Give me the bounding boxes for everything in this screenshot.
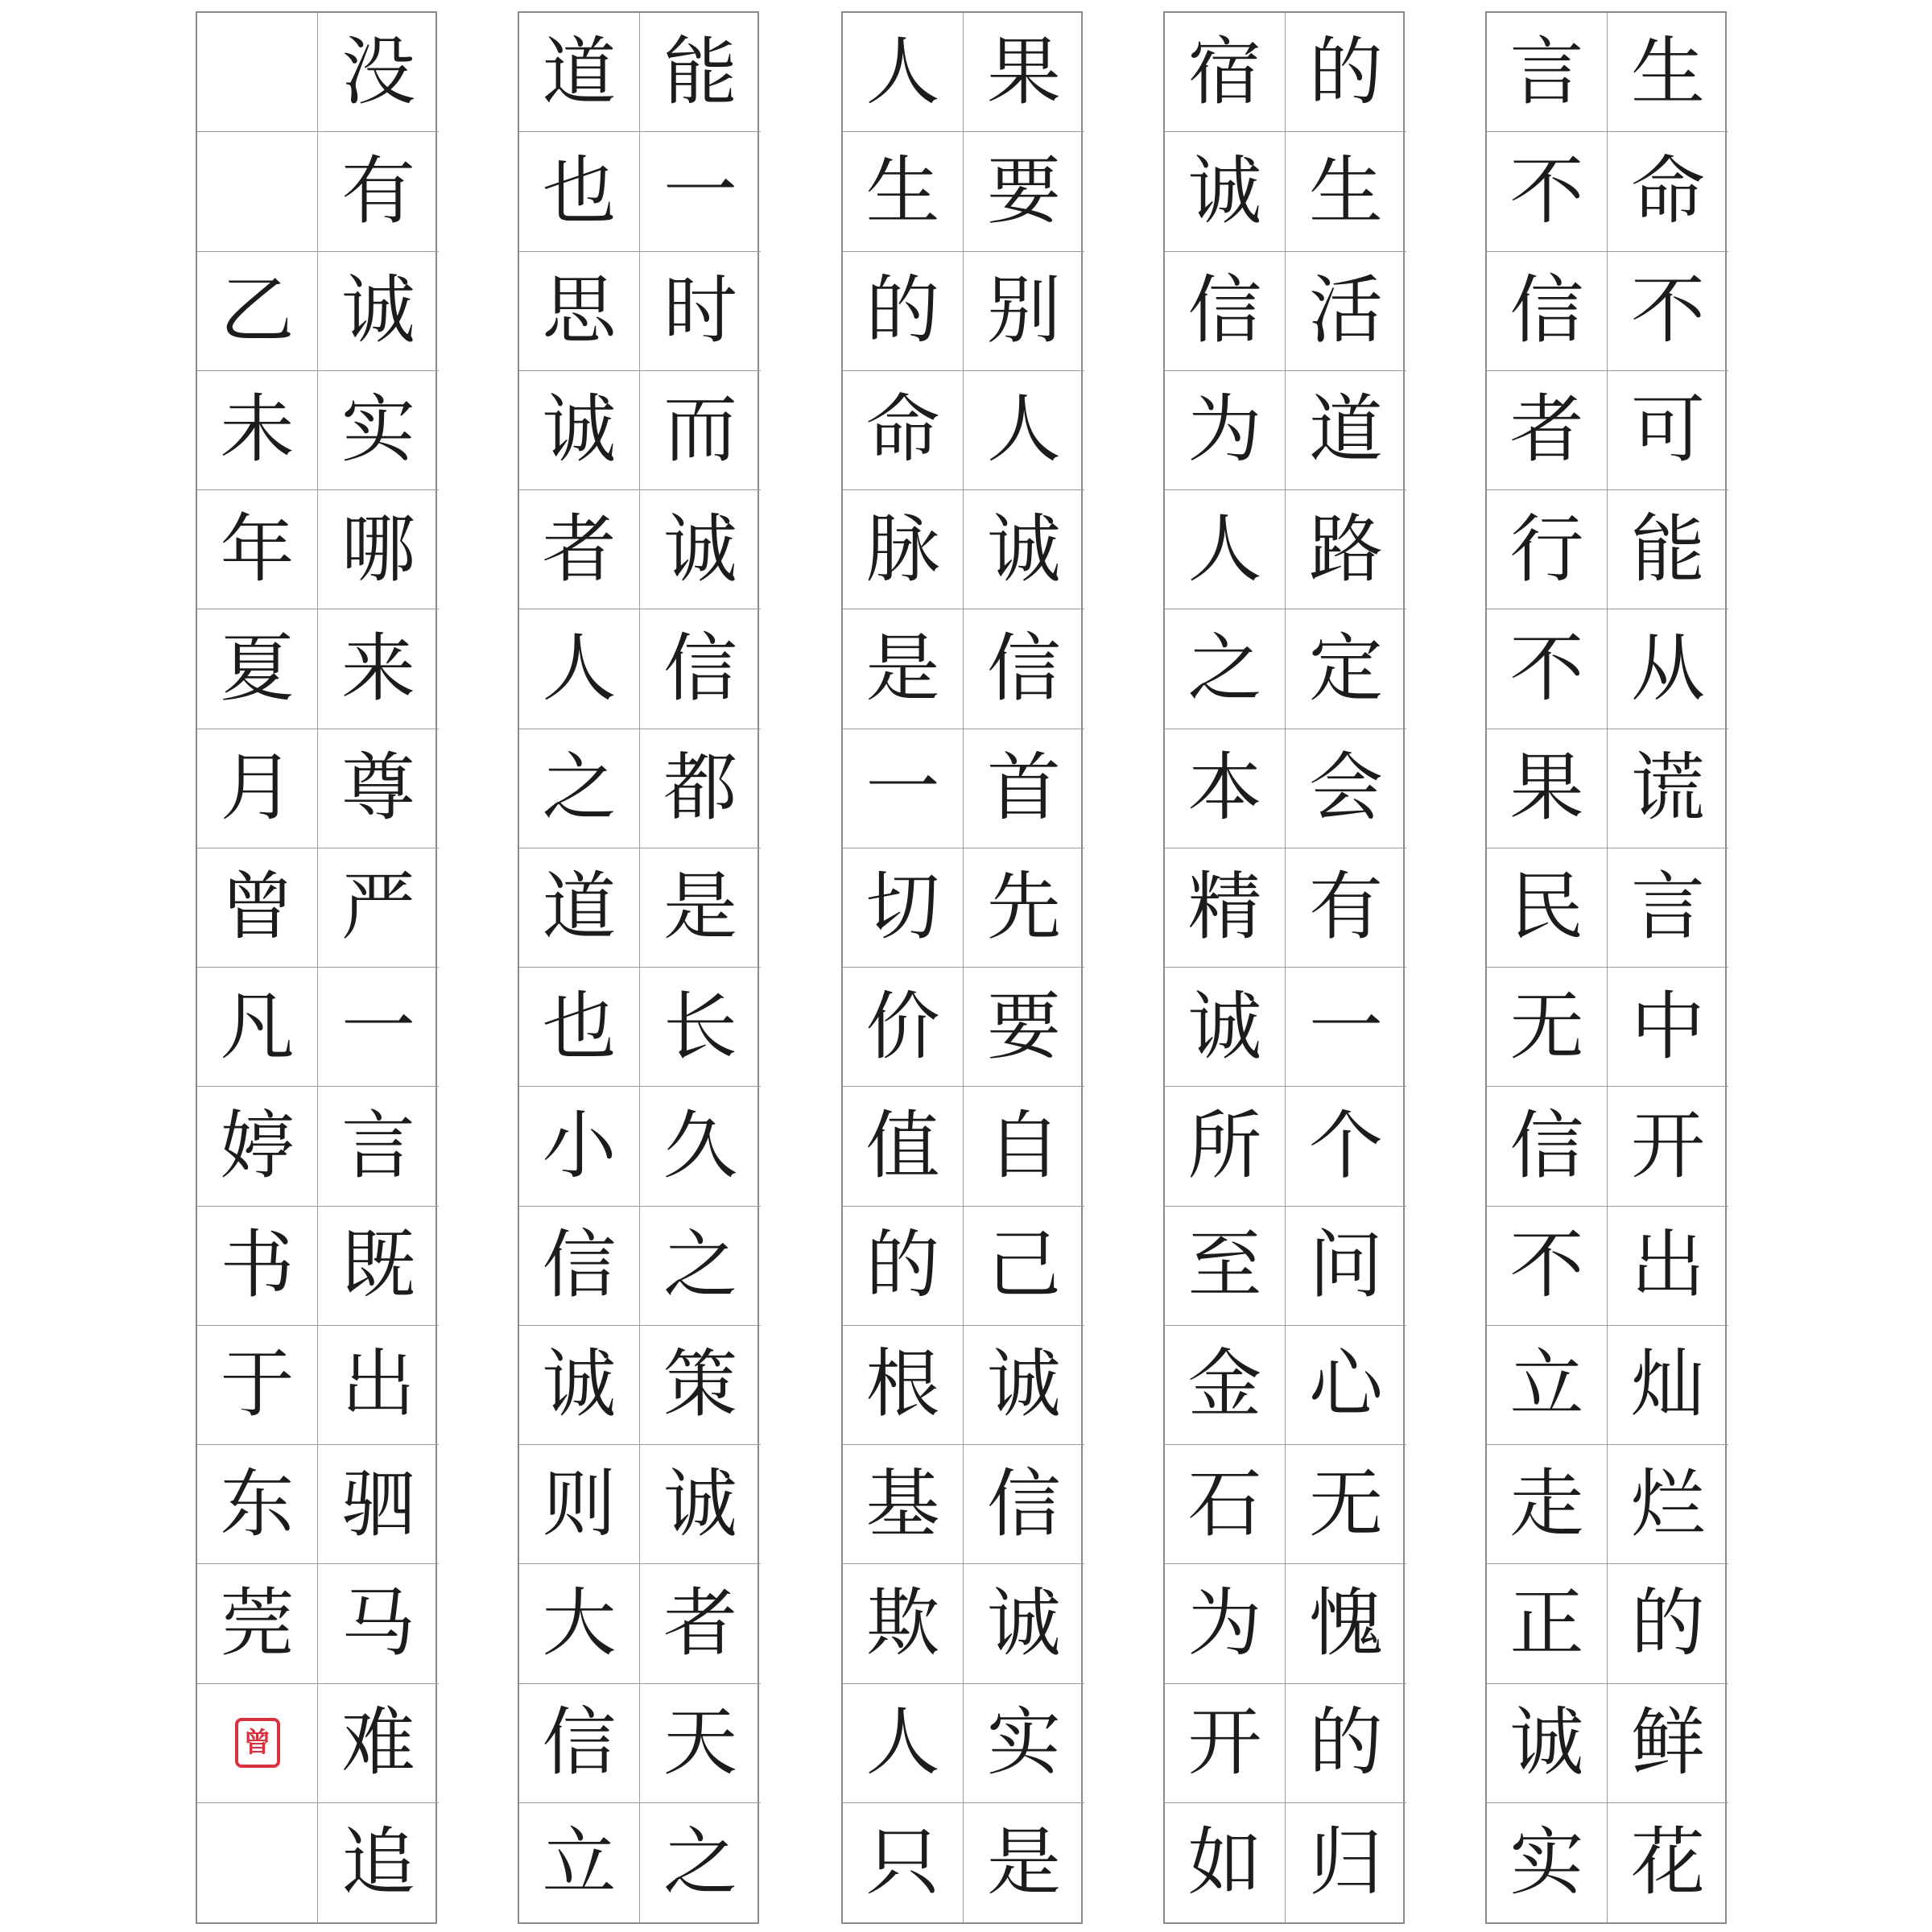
- grid-cell: 不: [1487, 609, 1608, 729]
- grid-cell: 的: [843, 252, 964, 371]
- grid-cell: 信: [519, 1207, 640, 1326]
- grid-cell: 实: [1487, 1803, 1608, 1922]
- grid-cell: 的: [843, 1207, 964, 1326]
- practice-strip: [1163, 11, 1405, 1924]
- grid-cell: 乙: [197, 252, 318, 371]
- grid-cell: 者: [1487, 371, 1608, 490]
- grid-cell: 言: [1487, 13, 1608, 132]
- grid-cell: 有: [318, 132, 439, 251]
- grid-cell: 行: [1487, 490, 1608, 609]
- grid-cell: 别: [964, 252, 1084, 371]
- grid-cell: 价: [843, 968, 964, 1087]
- grid-cell: 马: [318, 1564, 439, 1683]
- grid-cell: 没: [318, 13, 439, 132]
- grid-cell: 是: [986, 1818, 1061, 1905]
- grid-cell: 石: [1165, 1445, 1286, 1564]
- grid-cell: 诚: [519, 371, 640, 490]
- grid-cell: 为: [1165, 371, 1286, 490]
- grid-cell: 思: [519, 252, 640, 371]
- grid-cell: 诚: [964, 1564, 1084, 1683]
- grid-cell: 首: [964, 729, 1084, 848]
- grid-cell: 严: [318, 848, 439, 968]
- grid-cell: 基: [843, 1445, 964, 1564]
- grid-cell: 只: [843, 1803, 964, 1922]
- grid-cell: 一: [318, 968, 439, 1087]
- grid-cell: 定: [1286, 609, 1406, 729]
- grid-cell: 信: [1487, 1087, 1608, 1206]
- grid-cell: 之: [519, 729, 640, 848]
- grid-cell: 尊: [318, 729, 439, 848]
- grid-cell: 至: [1165, 1207, 1286, 1326]
- grid-cell: 花: [1630, 1818, 1705, 1905]
- grid-cell: 月: [197, 729, 318, 848]
- grid-cell: 书: [197, 1207, 318, 1326]
- grid-cell: 根: [843, 1326, 964, 1445]
- grid-cell: 难: [318, 1684, 439, 1803]
- grid-cell: 诚: [964, 490, 1084, 609]
- grid-cell: 谎: [1608, 729, 1728, 848]
- grid-cell: 有: [1286, 848, 1406, 968]
- grid-cell: 诚: [1487, 1684, 1608, 1803]
- grid-cell: 之: [663, 1818, 737, 1905]
- grid-cell: 灿: [1608, 1326, 1728, 1445]
- grid-cell: 人: [519, 609, 640, 729]
- grid-cell: 诚: [519, 1326, 640, 1445]
- grid-cell: 人: [843, 1684, 964, 1803]
- grid-cell: 驷: [318, 1445, 439, 1564]
- grid-cell: 出: [318, 1326, 439, 1445]
- grid-cell: 大: [519, 1564, 640, 1683]
- grid-cell: 是: [640, 848, 761, 968]
- grid-cell: 开: [1608, 1087, 1728, 1206]
- grid-cell: 立: [1487, 1326, 1608, 1445]
- grid-cell: 宿: [1165, 13, 1286, 132]
- grid-cell: 也: [519, 968, 640, 1087]
- grid-cell: 果: [1487, 729, 1608, 848]
- grid-cell: 欺: [843, 1564, 964, 1683]
- grid-cell: 的: [1608, 1564, 1728, 1683]
- grid-cell: 实: [318, 371, 439, 490]
- grid-cell: 道: [1286, 371, 1406, 490]
- grid-cell: 能: [1608, 490, 1728, 609]
- red-seal-stamp: 曾: [235, 1718, 280, 1768]
- grid-cell: 都: [640, 729, 761, 848]
- grid-cell: 策: [640, 1326, 761, 1445]
- grid-cell: 生: [1608, 13, 1728, 132]
- grid-cell: 人: [843, 13, 964, 132]
- practice-strip: [518, 11, 759, 1924]
- grid-cell: 也: [519, 132, 640, 251]
- grid-cell: 要: [964, 132, 1084, 251]
- grid-cell: 则: [519, 1445, 640, 1564]
- practice-strip: [196, 11, 437, 1924]
- grid-cell: 诚: [1165, 132, 1286, 251]
- grid-cell: 诚: [640, 1445, 761, 1564]
- grid-cell: 自: [964, 1087, 1084, 1206]
- grid-cell: 要: [964, 968, 1084, 1087]
- grid-cell: 信: [1165, 252, 1286, 371]
- grid-cell: 夏: [197, 609, 318, 729]
- grid-cell: 命: [843, 371, 964, 490]
- grid-cell: 者: [519, 490, 640, 609]
- grid-cell: 个: [1286, 1087, 1406, 1206]
- grid-cell: 人: [964, 371, 1084, 490]
- grid-cell: 生: [843, 132, 964, 251]
- grid-cell: 未: [197, 371, 318, 490]
- grid-cell: 信: [964, 609, 1084, 729]
- grid-cell: 时: [640, 252, 761, 371]
- grid-cell: 一: [843, 729, 964, 848]
- grid-cell: 曾: [197, 848, 318, 968]
- grid-cell: [197, 13, 318, 132]
- grid-cell: 言: [318, 1087, 439, 1206]
- grid-cell: 归: [1308, 1818, 1383, 1905]
- grid-cell: 无: [1487, 968, 1608, 1087]
- grid-cell: 而: [640, 371, 761, 490]
- practice-strip: [841, 11, 1083, 1924]
- grid-cell: 无: [1286, 1445, 1406, 1564]
- grid-cell: 生: [1286, 132, 1406, 251]
- grid-cell: 长: [640, 968, 761, 1087]
- grid-cell: 既: [318, 1207, 439, 1326]
- grid-cell: 不: [1487, 1207, 1608, 1326]
- grid-cell: 中: [1608, 968, 1728, 1087]
- grid-cell: 言: [1608, 848, 1728, 968]
- grid-cell: 一: [1286, 968, 1406, 1087]
- grid-cell: [197, 1684, 318, 1803]
- grid-cell: 道: [519, 13, 640, 132]
- grid-cell: 道: [519, 848, 640, 968]
- practice-strip: [1485, 11, 1727, 1924]
- grid-cell: 精: [1165, 848, 1286, 968]
- grid-cell: 从: [1608, 609, 1728, 729]
- grid-cell: 信: [1487, 252, 1608, 371]
- grid-cell: 追: [341, 1818, 415, 1905]
- grid-cell: 脉: [843, 490, 964, 609]
- grid-cell: 出: [1608, 1207, 1728, 1326]
- grid-cell: 鲜: [1608, 1684, 1728, 1803]
- grid-cell: 民: [1487, 848, 1608, 968]
- grid-cell: 诚: [1165, 968, 1286, 1087]
- grid-cell: 活: [1286, 252, 1406, 371]
- grid-cell: 东: [197, 1445, 318, 1564]
- grid-cell: 的: [1286, 13, 1406, 132]
- grid-cell: 金: [1165, 1326, 1286, 1445]
- grid-cell: 诚: [964, 1326, 1084, 1445]
- grid-cell: 莞: [197, 1564, 318, 1683]
- grid-cell: 信: [964, 1445, 1084, 1564]
- grid-cell: 信: [519, 1684, 640, 1803]
- grid-cell: 立: [519, 1803, 640, 1922]
- grid-cell: 于: [197, 1326, 318, 1445]
- grid-cell: 为: [1165, 1564, 1286, 1683]
- grid-cell: [197, 1803, 318, 1922]
- grid-cell: 问: [1286, 1207, 1406, 1326]
- grid-cell: [197, 132, 318, 251]
- grid-cell: 愧: [1286, 1564, 1406, 1683]
- grid-cell: 能: [640, 13, 761, 132]
- grid-cell: 年: [197, 490, 318, 609]
- grid-cell: 己: [964, 1207, 1084, 1326]
- grid-cell: 久: [640, 1087, 761, 1206]
- grid-cell: 果: [964, 13, 1084, 132]
- grid-cell: 本: [1165, 729, 1286, 848]
- grid-cell: 之: [640, 1207, 761, 1326]
- grid-cell: 走: [1487, 1445, 1608, 1564]
- grid-cell: 诚: [640, 490, 761, 609]
- grid-cell: 信: [640, 609, 761, 729]
- grid-cell: 小: [519, 1087, 640, 1206]
- grid-cell: 先: [964, 848, 1084, 968]
- grid-cell: 开: [1165, 1684, 1286, 1803]
- grid-cell: 人: [1165, 490, 1286, 609]
- grid-cell: 诚: [318, 252, 439, 371]
- grid-cell: 所: [1165, 1087, 1286, 1206]
- grid-cell: 不: [1487, 132, 1608, 251]
- grid-cell: 如: [1165, 1803, 1286, 1922]
- grid-cell: 天: [640, 1684, 761, 1803]
- grid-cell: 之: [1165, 609, 1286, 729]
- grid-cell: 凡: [197, 968, 318, 1087]
- grid-cell: 命: [1608, 132, 1728, 251]
- grid-cell: 切: [843, 848, 964, 968]
- grid-cell: 来: [318, 609, 439, 729]
- grid-cell: 烂: [1608, 1445, 1728, 1564]
- grid-cell: 哪: [318, 490, 439, 609]
- grid-cell: 可: [1608, 371, 1728, 490]
- grid-cell: 是: [843, 609, 964, 729]
- grid-cell: 者: [640, 1564, 761, 1683]
- grid-cell: 路: [1286, 490, 1406, 609]
- grid-cell: 值: [843, 1087, 964, 1206]
- grid-cell: 一: [640, 132, 761, 251]
- grid-cell: 心: [1286, 1326, 1406, 1445]
- grid-cell: 婷: [197, 1087, 318, 1206]
- grid-cell: 实: [964, 1684, 1084, 1803]
- grid-cell: 不: [1608, 252, 1728, 371]
- grid-cell: 会: [1286, 729, 1406, 848]
- grid-cell: 正: [1487, 1564, 1608, 1683]
- grid-cell: 的: [1286, 1684, 1406, 1803]
